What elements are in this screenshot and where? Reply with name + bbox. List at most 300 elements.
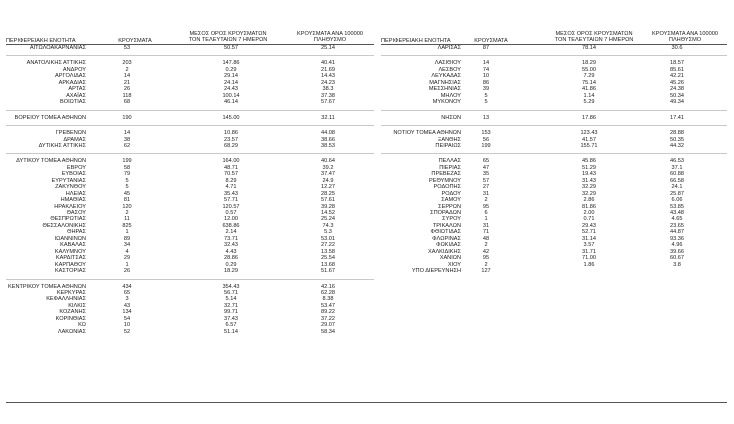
header-avg-right <box>546 31 642 44</box>
cell-name: ΚΟΡΙΝΘΙΑΣ <box>55 315 86 322</box>
table-row <box>6 184 374 190</box>
cell-avg: 81.86 <box>582 203 596 210</box>
cell-avg: 18.29 <box>224 268 238 275</box>
cell-name: ΠΙΕΡΙΑΣ <box>439 164 461 171</box>
cell-rate: 25.54 <box>321 255 335 262</box>
cell-cases: 65 <box>123 289 131 296</box>
table-row <box>6 115 374 121</box>
cell-rate: 66.58 <box>670 177 684 184</box>
cell-rate: 24.9 <box>322 177 334 184</box>
cell-avg: 6.57 <box>225 322 237 329</box>
cell-name: ΜΗΛΟΥ <box>440 92 461 99</box>
right-table-body <box>381 45 727 405</box>
cell-name: ΛΑΣΙΘΙΟΥ <box>434 60 461 67</box>
cell-name: ΕΒΡΟΥ <box>66 164 86 171</box>
cell-name: ΚΩ <box>78 322 86 329</box>
cell-cases: 31 <box>482 190 490 197</box>
group-separator <box>381 153 727 154</box>
cell-avg: 18.29 <box>582 60 596 67</box>
cell-name: ΗΜΑΘΙΑΣ <box>60 197 86 204</box>
cell-cases: 10 <box>123 322 131 329</box>
cell-name: ΚΑΛΥΜΝΟΥ <box>54 248 86 255</box>
cell-name: ΤΡΙΚΑΛΩΝ <box>432 222 461 229</box>
cell-avg: 12.00 <box>224 216 238 223</box>
cell-avg: 2.86 <box>583 197 595 204</box>
cell-name: ΔΥΤΙΚΟΥ ΤΟΜΕΑ ΑΘΗΝΩΝ <box>16 158 86 165</box>
cell-cases: 14 <box>123 73 131 80</box>
group-separator <box>6 153 374 154</box>
cell-cases: 199 <box>481 142 491 149</box>
cell-rate: 62.28 <box>321 289 335 296</box>
table-row <box>6 73 374 79</box>
cell-rate: 4.65 <box>671 216 683 223</box>
cell-rate: 24.23 <box>321 79 335 86</box>
table-row <box>381 262 727 268</box>
cell-name: ΦΛΩΡΙΝΑΣ <box>432 235 461 242</box>
table-row <box>381 171 727 177</box>
cell-name: ΖΑΚΥΝΘΟΥ <box>55 184 86 191</box>
cell-name: ΑΡΚΑΔΙΑΣ <box>58 79 86 86</box>
cell-rate: 44.32 <box>670 142 684 149</box>
cell-avg: 4.43 <box>225 248 237 255</box>
bottom-rule <box>6 402 727 403</box>
table-row <box>6 45 374 51</box>
header-region-left: ΠΕΡΙΦΕΡΕΙΑΚΗ ΕΝΟΤΗΤΑ <box>6 38 76 44</box>
table-row <box>381 216 727 222</box>
cell-cases: 95 <box>482 255 490 262</box>
header-avg-line2: ΤΟΝ ΤΕΛΕΥΤΑΙΩΝ 7 ΗΜΕΡΩΝ <box>188 37 268 44</box>
header-rate-left <box>282 31 378 44</box>
cell-name: ΜΕΣΣΗΝΙΑΣ <box>428 86 461 93</box>
cell-rate: 74.3 <box>322 222 334 229</box>
table-row <box>381 45 727 51</box>
cell-cases: 62 <box>123 142 131 149</box>
cell-name: ΚΑΒΑΛΑΣ <box>60 242 86 249</box>
cell-avg: 354.43 <box>222 283 240 290</box>
cell-avg: 1.14 <box>583 92 595 99</box>
cell-cases: 2 <box>125 66 129 73</box>
cell-avg: 32.71 <box>224 302 238 309</box>
cell-avg: 17.86 <box>582 114 596 121</box>
table-row <box>381 73 727 79</box>
cell-cases: 71 <box>482 229 490 236</box>
cell-rate: 25.87 <box>670 190 684 197</box>
cell-avg: 41.57 <box>582 136 596 143</box>
cell-name: ΡΟΔΟΠΗΣ <box>433 184 461 191</box>
cell-name: ΘΗΡΑΣ <box>67 229 86 236</box>
cell-cases: 89 <box>123 235 131 242</box>
cell-name: ΘΑΣΟΥ <box>66 210 86 216</box>
cell-avg: 24.14 <box>224 79 238 86</box>
cell-avg: 51.29 <box>582 164 596 171</box>
table-row <box>6 242 374 248</box>
group-separator <box>6 55 374 56</box>
cell-cases: 65 <box>482 158 490 165</box>
cell-name: ΠΡΕΒΕΖΑΣ <box>431 171 461 178</box>
cell-avg: 78.14 <box>582 45 596 51</box>
cell-rate: 14.43 <box>321 73 335 80</box>
cell-avg: 41.86 <box>582 86 596 93</box>
cell-cases: 825 <box>122 222 132 229</box>
cell-rate: 38.66 <box>321 136 335 143</box>
cell-avg: 3.57 <box>583 242 595 249</box>
cell-cases: 57 <box>482 177 490 184</box>
cell-rate: 60.67 <box>670 255 684 262</box>
cell-avg: 32.29 <box>582 184 596 191</box>
cell-name: ΠΕΛΛΑΣ <box>438 158 461 165</box>
table-row <box>381 93 727 99</box>
cell-cases: 1 <box>125 229 129 236</box>
cell-cases: 45 <box>123 190 131 197</box>
table-row <box>381 67 727 73</box>
cell-rate: 51.67 <box>321 268 335 275</box>
cell-avg: 68.29 <box>224 142 238 149</box>
cell-cases: 10 <box>482 73 490 80</box>
cell-cases: 134 <box>122 309 132 316</box>
cell-avg: 70.57 <box>224 171 238 178</box>
cell-rate: 43.48 <box>670 210 684 216</box>
cell-cases: 153 <box>481 130 491 137</box>
cell-name: ΒΟΡΕΙΟΥ ΤΟΜΕΑ ΑΘΗΝΩΝ <box>14 114 86 121</box>
table-row <box>6 216 374 222</box>
table-row <box>6 171 374 177</box>
table-row <box>6 210 374 216</box>
cell-avg: 0.29 <box>225 66 237 73</box>
table-row <box>6 223 374 229</box>
cell-name: ΝΟΤΙΟΥ ΤΟΜΕΑ ΑΘΗΝΩΝ <box>393 130 461 137</box>
cell-name: ΦΘΙΩΤΙΔΑΣ <box>430 229 461 236</box>
cell-name: ΑΝΔΡΟΥ <box>62 66 86 73</box>
header-cases-right: ΚΡΟΥΣΜΑΤΑ <box>474 38 508 44</box>
cell-rate: 5.3 <box>324 229 332 236</box>
cell-avg: 48.71 <box>224 164 238 171</box>
cell-name: ΞΑΝΘΗΣ <box>437 136 461 143</box>
cell-avg: 123.43 <box>580 130 598 137</box>
cell-rate: 39.66 <box>670 248 684 255</box>
cell-avg: 28.86 <box>224 255 238 262</box>
cell-cases: 4 <box>125 248 129 255</box>
cell-cases: 6 <box>484 210 488 216</box>
cell-rate: 42.16 <box>321 283 335 290</box>
cell-avg: 638.86 <box>222 222 240 229</box>
cell-avg: 56.71 <box>224 289 238 296</box>
header-cases-left: ΚΡΟΥΣΜΑΤΑ <box>118 38 152 44</box>
cell-cases: 14 <box>482 60 490 67</box>
group-separator <box>381 55 727 56</box>
cell-rate: 37.47 <box>321 171 335 178</box>
cell-avg: 5.14 <box>225 296 237 303</box>
cell-rate: 28.25 <box>321 190 335 197</box>
cell-name: ΧΙΟΥ <box>447 261 461 268</box>
cell-rate: 25.14 <box>321 45 335 51</box>
cell-avg: 19.43 <box>582 171 596 178</box>
cell-cases: 42 <box>482 248 490 255</box>
cell-rate: 89.22 <box>321 309 335 316</box>
cell-name: ΧΑΛΚΙΔΙΚΗΣ <box>427 248 461 255</box>
table-row <box>381 99 727 105</box>
cell-cases: 58 <box>123 164 131 171</box>
cell-name: ΣΑΜΟΥ <box>441 197 461 204</box>
cell-cases: 127 <box>481 268 491 275</box>
cell-cases: 14 <box>123 130 131 137</box>
cell-avg: 23.57 <box>224 136 238 143</box>
cell-rate: 13.58 <box>321 248 335 255</box>
cell-rate: 50.34 <box>670 92 684 99</box>
cell-name: ΚΙΛΚΙΣ <box>68 302 86 309</box>
table-row <box>6 255 374 261</box>
cell-cases: 5 <box>125 177 129 184</box>
table-row <box>6 303 374 309</box>
cell-cases: 5 <box>125 184 129 191</box>
cell-cases: 21 <box>123 79 131 86</box>
cell-name: ΕΥΡΥΤΑΝΙΑΣ <box>51 177 86 184</box>
cell-name: ΥΠΟ ΔΙΕΡΕΥΝΗΣΗ <box>411 268 461 275</box>
cell-name: ΔΡΑΜΑΣ <box>63 136 86 143</box>
cell-avg: 32.29 <box>582 190 596 197</box>
cell-avg: 24.43 <box>224 86 238 93</box>
table-row <box>6 178 374 184</box>
cell-rate: 53.47 <box>321 302 335 309</box>
cell-rate: 50.35 <box>670 136 684 143</box>
table-row <box>381 249 727 255</box>
cell-name: ΣΕΡΡΩΝ <box>438 203 461 210</box>
table-row <box>6 143 374 149</box>
header-avg-line2: ΤΟΝ ΤΕΛΕΥΤΑΙΩΝ 7 ΗΜΕΡΩΝ <box>554 37 634 44</box>
cell-cases: 190 <box>122 114 132 121</box>
cell-avg: 46.14 <box>224 99 238 106</box>
cell-cases: 434 <box>122 283 132 290</box>
cell-avg: 164.00 <box>222 158 240 165</box>
cell-avg: 51.14 <box>224 328 238 335</box>
cell-avg: 8.29 <box>225 177 237 184</box>
table-row <box>6 268 374 274</box>
cell-cases: 2 <box>484 261 488 268</box>
cell-avg: 120.57 <box>222 203 240 210</box>
cell-name: ΗΛΕΙΑΣ <box>65 190 86 197</box>
cell-rate: 32.11 <box>321 114 335 121</box>
header-region-right: ΠΕΡΙΦΕΡΕΙΑΚΗ ΕΝΟΤΗΤΑ <box>381 38 451 44</box>
table-row <box>381 143 727 149</box>
table-row <box>6 93 374 99</box>
group-separator <box>6 110 374 111</box>
cell-name: ΚΕΡΚΥΡΑΣ <box>56 289 86 296</box>
table-row <box>6 322 374 328</box>
cell-name: ΦΩΚΙΔΑΣ <box>436 242 461 249</box>
cell-name: ΣΥΡΟΥ <box>442 216 461 223</box>
cell-rate: 53.01 <box>321 235 335 242</box>
cell-name: ΘΕΣΠΡΩΤΙΑΣ <box>50 216 86 223</box>
cell-name: ΣΠΟΡΑΔΩΝ <box>430 210 461 216</box>
cell-cases: 79 <box>123 171 131 178</box>
cell-cases: 68 <box>123 99 131 106</box>
table-row <box>381 223 727 229</box>
cell-name: ΚΑΣΤΟΡΙΑΣ <box>54 268 86 275</box>
cell-cases: 26 <box>123 86 131 93</box>
table-row <box>6 158 374 164</box>
cell-rate: 17.41 <box>670 114 684 121</box>
cell-avg: 75.14 <box>582 79 596 86</box>
header-rate-line1: ΚΡΟΥΣΜΑΤΑ ΑΝΑ 100000 <box>297 31 363 37</box>
table-row <box>381 229 727 235</box>
table-row <box>381 137 727 143</box>
cell-cases: 203 <box>122 60 132 67</box>
cell-cases: 5 <box>484 92 488 99</box>
header-rate-line1: ΚΡΟΥΣΜΑΤΑ ΑΝΑ 100000 <box>652 31 718 37</box>
table-row <box>381 268 727 274</box>
cell-avg: 145.00 <box>222 114 240 121</box>
cell-avg: 0.71 <box>583 216 595 223</box>
cell-cases: 31 <box>482 222 490 229</box>
cell-avg: 37.43 <box>224 315 238 322</box>
cell-cases: 87 <box>482 45 490 51</box>
table-row <box>6 284 374 290</box>
cell-cases: 29 <box>123 255 131 262</box>
cell-avg: 1.86 <box>583 261 595 268</box>
cell-cases: 47 <box>482 164 490 171</box>
cell-cases: 34 <box>123 242 131 249</box>
cell-rate: 23.65 <box>670 222 684 229</box>
cell-rate: 24.1 <box>671 184 683 191</box>
cell-name: ΝΗΣΩΝ <box>441 114 461 121</box>
cell-rate: 4.96 <box>671 242 683 249</box>
cell-rate: 21.69 <box>321 66 335 73</box>
cell-rate: 18.57 <box>670 60 684 67</box>
cell-name: ΚΕΝΤΡΙΚΟΥ ΤΟΜΕΑ ΑΘΗΝΩΝ <box>7 283 86 290</box>
cell-rate: 57.61 <box>321 197 335 204</box>
cell-name: ΓΡΕΒΕΝΩΝ <box>55 130 86 137</box>
cell-cases: 5 <box>484 99 488 106</box>
table-row <box>381 60 727 66</box>
cell-name: ΗΡΑΚΛΕΙΟΥ <box>54 203 86 210</box>
cell-rate: 13.68 <box>321 261 335 268</box>
cell-cases: 2 <box>484 242 488 249</box>
cell-cases: 39 <box>482 86 490 93</box>
table-row <box>6 86 374 92</box>
cell-avg: 50.57 <box>224 45 238 51</box>
cell-avg: 2.00 <box>583 210 595 216</box>
table-row <box>6 197 374 203</box>
cell-avg: 71.00 <box>582 255 596 262</box>
cell-rate: 12.27 <box>321 184 335 191</box>
table-row <box>6 329 374 335</box>
table-row <box>381 210 727 216</box>
cell-name: ΙΩΑΝΝΙΝΩΝ <box>54 235 86 242</box>
cell-rate: 40.64 <box>321 158 335 165</box>
table-row <box>381 115 727 121</box>
cell-cases: 13 <box>482 114 490 121</box>
cell-rate: 45.26 <box>670 79 684 86</box>
cell-cases: 1 <box>484 216 488 223</box>
table-row <box>6 191 374 197</box>
cell-name: ΒΟΙΩΤΙΑΣ <box>60 99 86 106</box>
cell-avg: 5.29 <box>583 99 595 106</box>
cell-rate: 37.38 <box>321 92 335 99</box>
table-row <box>6 130 374 136</box>
table-row <box>6 67 374 73</box>
cell-rate: 39.2 <box>322 164 334 171</box>
cell-rate: 46.53 <box>670 158 684 165</box>
cell-name: ΘΕΣΣΑΛΟΝΙΚΗΣ <box>42 222 86 229</box>
cell-avg: 31.43 <box>582 177 596 184</box>
cell-avg: 100.14 <box>222 92 240 99</box>
table-row <box>381 130 727 136</box>
cell-name: ΡΕΘΥΜΝΟΥ <box>429 177 461 184</box>
table-row <box>6 99 374 105</box>
cell-avg: 31.14 <box>582 235 596 242</box>
table-row <box>6 137 374 143</box>
cell-avg: 32.43 <box>224 242 238 249</box>
cell-rate: 37.22 <box>321 315 335 322</box>
cell-cases: 38 <box>123 136 131 143</box>
cell-rate: 60.88 <box>670 171 684 178</box>
cell-rate: 37.1 <box>671 164 683 171</box>
cell-rate: 44.08 <box>321 130 335 137</box>
cell-cases: 27 <box>482 184 490 191</box>
cell-rate: 25.24 <box>321 216 335 223</box>
cell-rate: 53.85 <box>670 203 684 210</box>
cell-cases: 74 <box>482 66 490 73</box>
table-row <box>6 60 374 66</box>
table-row <box>381 165 727 171</box>
cell-name: ΡΟΔΟΥ <box>441 190 461 197</box>
table-row <box>381 197 727 203</box>
cell-cases: 118 <box>122 92 132 99</box>
table-row <box>381 255 727 261</box>
table-row <box>6 229 374 235</box>
cell-cases: 52 <box>123 328 131 335</box>
table-row <box>6 204 374 210</box>
cell-rate: 28.88 <box>670 130 684 137</box>
cell-avg: 0.57 <box>225 210 237 216</box>
table-row <box>381 236 727 242</box>
table-row <box>381 80 727 86</box>
cell-avg: 99.71 <box>224 309 238 316</box>
cell-avg: 2.14 <box>225 229 237 236</box>
table-row <box>6 165 374 171</box>
cell-name: ΕΥΒΟΙΑΣ <box>61 171 86 178</box>
header-avg-left <box>180 31 276 44</box>
cell-cases: 199 <box>122 158 132 165</box>
table-row <box>381 86 727 92</box>
table-row <box>381 158 727 164</box>
cell-rate: 8.38 <box>322 296 334 303</box>
cell-rate: 38.3 <box>322 86 334 93</box>
group-separator <box>381 110 727 111</box>
cell-cases: 43 <box>123 302 131 309</box>
cell-name: ΚΑΡΠΑΘΟΥ <box>54 261 86 268</box>
cell-avg: 147.86 <box>222 60 240 67</box>
cell-avg: 35.43 <box>224 190 238 197</box>
cell-cases: 54 <box>123 315 131 322</box>
cell-cases: 2 <box>125 210 129 216</box>
table-row <box>381 184 727 190</box>
cell-name: ΚΑΡΔΙΤΣΑΣ <box>55 255 86 262</box>
cell-avg: 52.71 <box>582 229 596 236</box>
cell-rate: 57.67 <box>321 99 335 106</box>
table-row <box>381 204 727 210</box>
cell-cases: 48 <box>482 235 490 242</box>
group-separator <box>6 279 374 280</box>
table-row <box>6 80 374 86</box>
table-row <box>6 290 374 296</box>
cell-cases: 86 <box>482 79 490 86</box>
cell-cases: 95 <box>482 203 490 210</box>
table-row <box>6 262 374 268</box>
cell-avg: 29.43 <box>582 222 596 229</box>
cell-rate: 14.52 <box>321 210 335 216</box>
cell-cases: 11 <box>124 216 130 223</box>
cell-cases: 2 <box>484 197 488 204</box>
